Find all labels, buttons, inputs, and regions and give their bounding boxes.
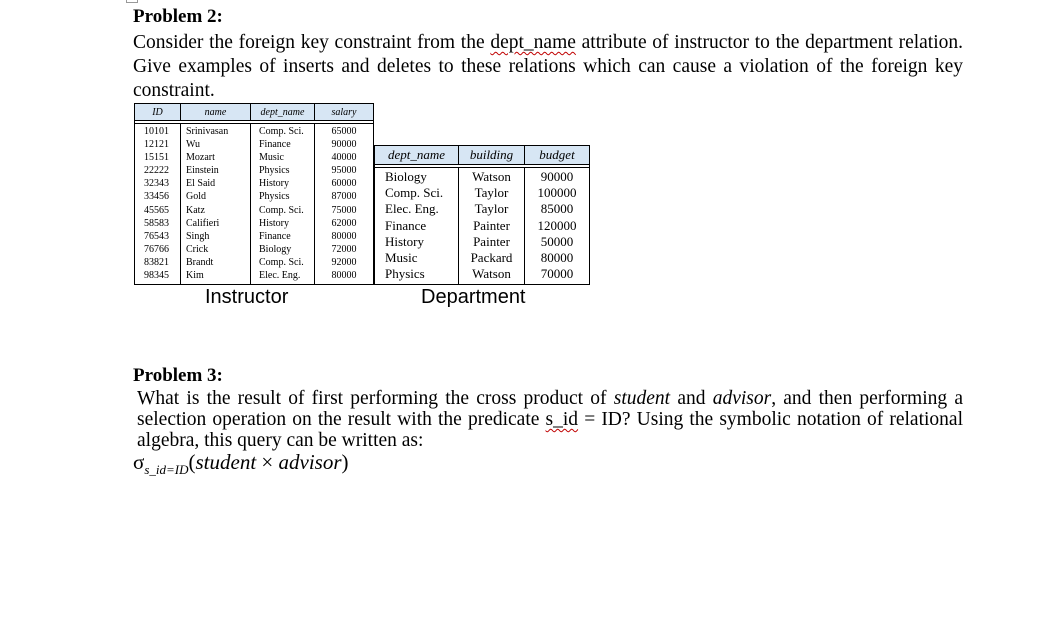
instructor-name-cell: Wu xyxy=(186,139,201,151)
instructor-table xyxy=(134,103,374,285)
instructor-name-cell: Califieri xyxy=(186,217,220,229)
instructor-name-cell: Mozart xyxy=(186,152,215,164)
department-name-cell: Elec. Eng. xyxy=(385,201,439,217)
formula-close-paren: ) xyxy=(341,450,349,474)
instructor-dept-cell: Elec. Eng. xyxy=(259,270,301,282)
instructor-salary-cell: 80000 xyxy=(331,230,357,242)
instructor-name-column xyxy=(181,124,251,284)
problem-2-text-end: attribute of instructor to the department relation. Give examples of inserts and deletes to these relations which can cause a violation of the foreign key constraint. xyxy=(133,32,964,101)
department-budget-column xyxy=(525,168,589,284)
instructor-name-cell: Gold xyxy=(186,191,206,203)
department-name-cell: Physics xyxy=(385,266,425,282)
department-building-cell: Painter xyxy=(473,233,510,249)
page-corner-mark xyxy=(126,0,138,3)
department-building-cell: Packard xyxy=(470,249,513,265)
department-name-cell: Finance xyxy=(385,217,427,233)
instructor-caption: Instructor xyxy=(205,286,289,308)
instructor-dept-cell: Comp. Sci. xyxy=(259,256,304,268)
instructor-dept-cell: Finance xyxy=(259,230,291,242)
department-budget-cell: 85000 xyxy=(540,201,574,217)
instructor-name-cell: Crick xyxy=(186,243,209,255)
instructor-dept-cell: Comp. Sci. xyxy=(259,126,304,137)
formula-open-paren: ( xyxy=(188,450,196,474)
p3-text-3: , and then performing a selection operation on the result with the predicate xyxy=(137,388,964,430)
department-building-cell: Watson xyxy=(472,266,511,282)
formula-predicate: s_id=ID xyxy=(144,462,189,478)
department-name-cell: History xyxy=(385,233,424,249)
instructor-dept-cell: History xyxy=(259,217,289,229)
department-budget-cell: 70000 xyxy=(540,266,574,282)
dept-name-attribute: dept_name xyxy=(490,32,576,53)
instructor-id-cell: 98345 xyxy=(144,270,169,282)
instructor-id-cell: 76543 xyxy=(144,230,169,242)
department-caption: Department xyxy=(421,286,526,308)
instructor-id-cell: 22222 xyxy=(144,165,169,177)
p3-text-2: and xyxy=(670,388,713,409)
instructor-dept-cell: History xyxy=(259,178,289,190)
department-building-cell: Taylor xyxy=(474,185,509,201)
instructor-name-cell: Katz xyxy=(186,204,205,216)
department-budget-cell: 120000 xyxy=(537,217,577,233)
instructor-id-cell: 15151 xyxy=(144,152,169,164)
department-name-column xyxy=(375,168,459,284)
selection-formula xyxy=(133,450,349,478)
department-name-cell: Biology xyxy=(385,169,427,184)
instructor-id-cell: 33456 xyxy=(144,191,169,203)
instructor-name-cell: Singh xyxy=(186,230,210,242)
problem-2-heading: Problem 2: xyxy=(133,6,223,27)
department-header-budget: budget xyxy=(539,147,575,162)
instructor-dept-cell: Music xyxy=(259,152,284,164)
department-building-cell: Taylor xyxy=(474,201,509,217)
p3-text-4: = xyxy=(578,409,602,430)
instructor-id-cell: 58583 xyxy=(144,217,169,229)
instructor-dept-cell: Physics xyxy=(259,165,290,177)
instructor-salary-cell: 72000 xyxy=(331,243,357,255)
department-name-cell: Comp. Sci. xyxy=(385,185,444,201)
p3-advisor: advisor xyxy=(712,388,772,409)
p3-text-5: ? Using the symbolic notation of relational algebra, this query can be written as: xyxy=(137,409,963,451)
problem-3-heading: Problem 3: xyxy=(133,365,223,386)
formula-advisor: advisor xyxy=(278,450,342,474)
instructor-salary-cell: 92000 xyxy=(331,256,357,268)
instructor-id-cell: 12121 xyxy=(144,139,169,151)
problem-2-text xyxy=(133,31,963,103)
instructor-id-cell: 83821 xyxy=(144,256,169,268)
instructor-dept-cell: Finance xyxy=(259,139,291,151)
instructor-id-cell: 76766 xyxy=(144,243,169,255)
department-budget-cell: 100000 xyxy=(537,185,577,201)
instructor-name-cell: Srinivasan xyxy=(186,126,229,137)
department-header-row xyxy=(375,146,589,165)
instructor-salary-cell: 40000 xyxy=(331,152,357,164)
instructor-salary-cell: 62000 xyxy=(331,217,357,229)
instructor-name-cell: Kim xyxy=(186,270,204,282)
instructor-id-cell: 32343 xyxy=(144,178,169,190)
instructor-header-row xyxy=(135,104,373,121)
instructor-header-name: name xyxy=(181,104,251,120)
instructor-id-cell: 45565 xyxy=(144,204,169,216)
p3-student: student xyxy=(613,388,671,409)
department-building-cell: Painter xyxy=(473,217,510,233)
instructor-dept-cell: Comp. Sci. xyxy=(259,204,304,216)
instructor-salary-cell: 75000 xyxy=(331,204,357,216)
instructor-salary-column xyxy=(315,124,373,284)
department-budget-cell: 80000 xyxy=(540,249,574,265)
instructor-dept-cell: Biology xyxy=(259,243,292,255)
department-building-cell: Watson xyxy=(472,169,511,184)
instructor-body xyxy=(135,124,373,284)
instructor-name-cell: El Said xyxy=(186,178,216,190)
formula-times: × xyxy=(256,450,279,474)
instructor-id-column xyxy=(135,124,181,284)
instructor-salary-cell: 87000 xyxy=(331,191,357,203)
problem-2-text-start: Consider the foreign key constraint from the xyxy=(133,32,491,53)
problem-3-text xyxy=(137,388,963,451)
instructor-salary-cell: 65000 xyxy=(331,126,357,137)
department-table xyxy=(374,145,590,285)
instructor-name-cell: Brandt xyxy=(186,256,214,268)
instructor-header-salary: salary xyxy=(331,106,357,118)
formula-sigma: σ xyxy=(133,450,145,474)
department-body xyxy=(375,168,589,284)
department-name-cell: Music xyxy=(385,249,418,265)
department-header-dept-name: dept_name xyxy=(375,146,459,164)
instructor-salary-cell: 80000 xyxy=(331,270,357,282)
p3-sid: s_id xyxy=(545,409,579,430)
instructor-dept-column xyxy=(251,124,315,284)
instructor-salary-cell: 95000 xyxy=(331,165,357,177)
instructor-salary-cell: 60000 xyxy=(331,178,357,190)
p3-text-1: What is the result of first performing the cross product of xyxy=(137,388,614,409)
instructor-id-cell: 10101 xyxy=(144,126,169,137)
department-building-column xyxy=(459,168,525,284)
p3-id: ID xyxy=(601,409,622,430)
instructor-header-id: ID xyxy=(135,104,181,120)
instructor-name-cell: Einstein xyxy=(186,165,219,177)
instructor-dept-cell: Physics xyxy=(259,191,290,203)
department-budget-cell: 50000 xyxy=(540,233,574,249)
instructor-header-dept-name: dept_name xyxy=(251,104,315,120)
department-header-building: building xyxy=(459,146,525,164)
department-budget-cell: 90000 xyxy=(540,169,574,184)
formula-student: student xyxy=(195,450,257,474)
instructor-salary-cell: 90000 xyxy=(331,139,357,151)
